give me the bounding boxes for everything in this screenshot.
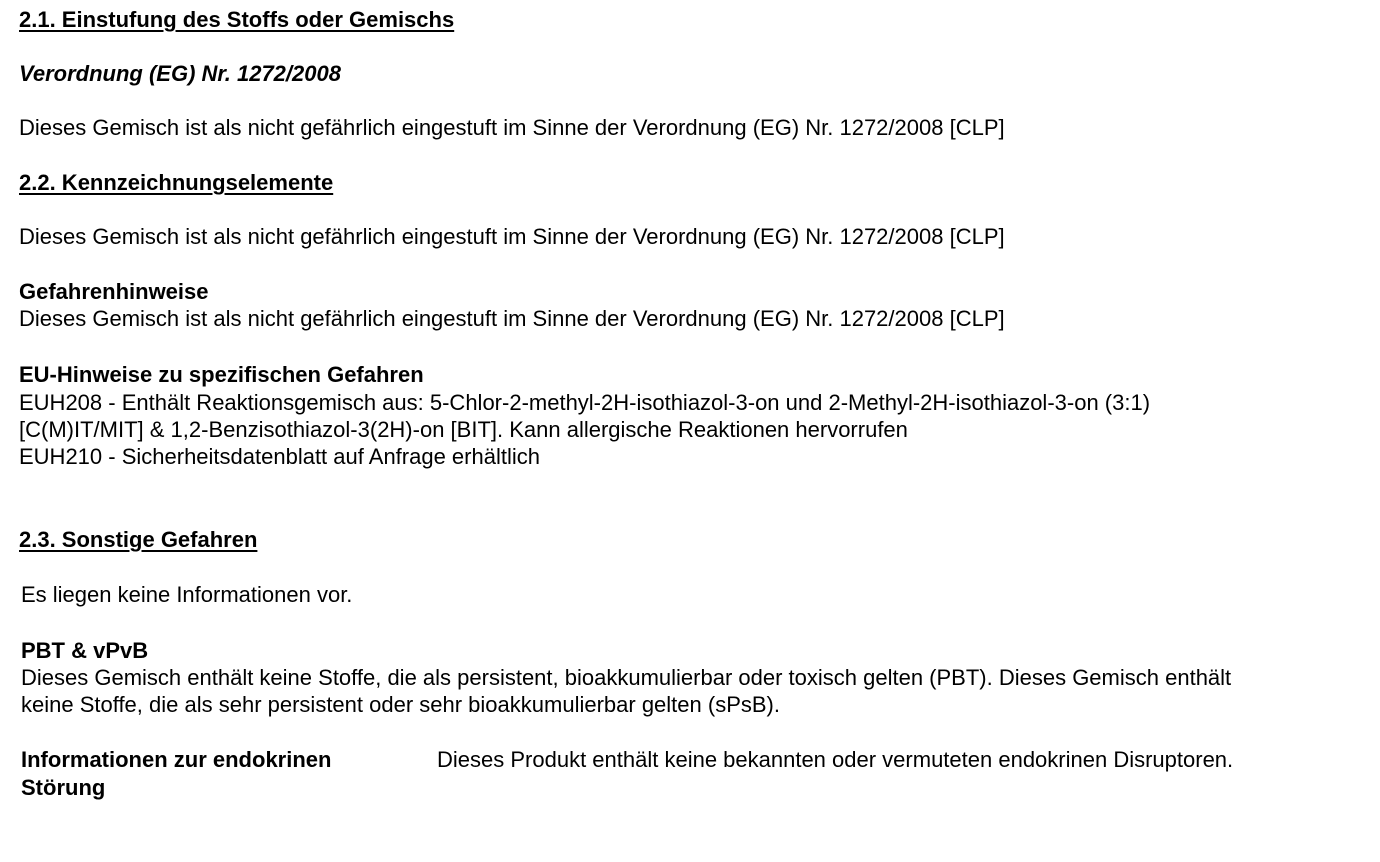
regulation-heading: Verordnung (EG) Nr. 1272/2008 [19, 61, 341, 86]
eu-hazards-heading: EU-Hinweise zu spezifischen Gefahren [19, 362, 424, 387]
pbt-heading: PBT & vPvB [21, 638, 149, 663]
eu-hazard-line: [C(M)IT/MIT] & 1,2-Benzisothiazol-3(2H)-on [BIT]. Kann allergische Reaktionen hervorrufen [19, 417, 908, 442]
labelling-text: Dieses Gemisch ist als nicht gefährlich eingestuft im Sinne der Verordnung (EG) Nr. 1272/2008 [CLP] [19, 224, 1005, 249]
hazard-statements-heading: Gefahrenhinweise [19, 279, 209, 304]
hazard-statements-text: Dieses Gemisch ist als nicht gefährlich eingestuft im Sinne der Verordnung (EG) Nr. 1272/2008 [CLP] [19, 306, 1005, 331]
section-2-3-title: 2.3. Sonstige Gefahren [19, 527, 258, 552]
endocrine-value: Dieses Produkt enthält keine bekannten oder vermuteten endokrinen Disruptoren. [437, 747, 1234, 772]
endocrine-label: Informationen zur endokrinen Störung [21, 747, 332, 800]
section-2-2-title: 2.2. Kennzeichnungselemente [19, 170, 334, 195]
eu-hazard-line: EUH210 - Sicherheitsdatenblatt auf Anfrage erhältlich [19, 444, 540, 469]
eu-hazards-list [19, 389, 1150, 470]
pbt-line: keine Stoffe, die als sehr persistent oder sehr bioakkumulierbar gelten (sPsB). [21, 692, 780, 717]
section-2-1-title: 2.1. Einstufung des Stoffs oder Gemischs [19, 7, 455, 32]
pbt-text [21, 664, 1231, 718]
other-hazards-text: Es liegen keine Informationen vor. [21, 582, 353, 607]
classification-text: Dieses Gemisch ist als nicht gefährlich eingestuft im Sinne der Verordnung (EG) Nr. 1272/2008 [CLP] [19, 115, 1005, 140]
pbt-line: Dieses Gemisch enthält keine Stoffe, die als persistent, bioakkumulierbar oder toxisch gelten (PBT). Dieses Gemisch enthält [21, 665, 1232, 690]
eu-hazard-line: EUH208 - Enthält Reaktionsgemisch aus: 5-Chlor-2-methyl-2H-isothiazol-3-on und 2-Methyl-2H-isothiazol-3-on (3:1) [19, 390, 1151, 415]
